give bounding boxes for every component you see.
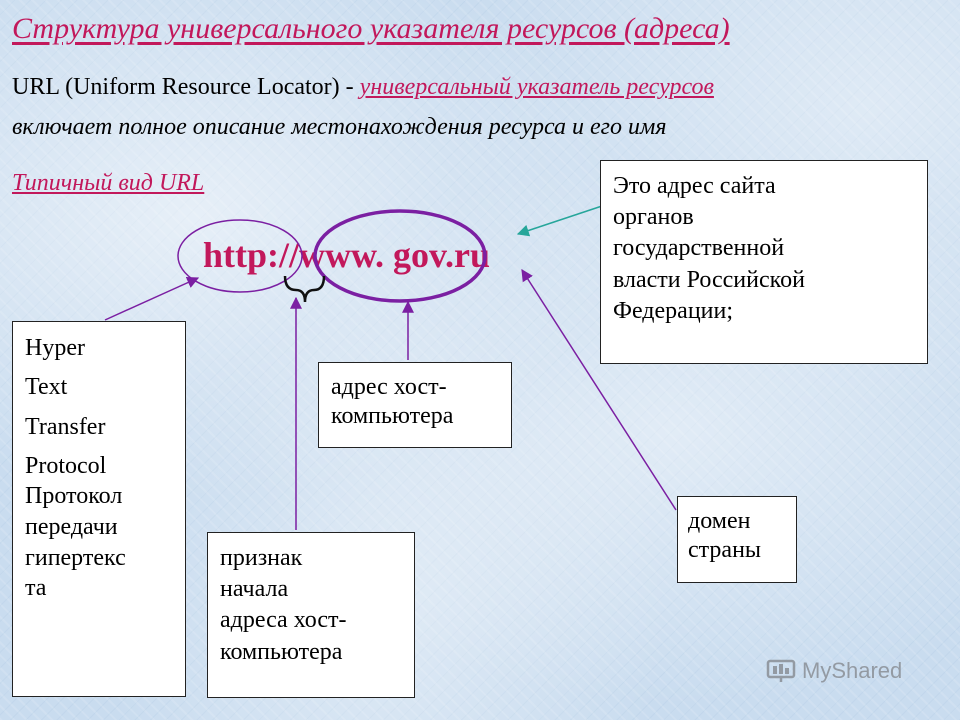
gov-line: государственной xyxy=(613,235,785,262)
letter-hyper xyxy=(25,334,173,363)
typical-url-label: Типичный вид URL xyxy=(12,170,205,196)
arrow-gov xyxy=(518,206,602,234)
letter-h: H xyxy=(25,335,43,361)
gov-line: Это адрес сайта xyxy=(613,173,776,199)
http-ru-line: Протокол xyxy=(25,483,123,510)
gov-line: Федерации; xyxy=(613,297,734,324)
intro-description: включает полное описание местонахождения ресурса и его имя xyxy=(12,114,667,140)
letter-t1: T xyxy=(25,374,38,401)
http-ru-line: та xyxy=(25,575,47,602)
gov-line: органов xyxy=(613,204,694,231)
country-domain-box xyxy=(677,496,797,583)
host-ellipse xyxy=(315,211,485,301)
host-line: адрес хост- xyxy=(331,374,447,400)
word-rotocol: rotocol xyxy=(38,452,107,479)
slide-title: Структура универсального указателя ресурсов (адреса) xyxy=(12,12,730,45)
slashes-brace xyxy=(285,276,324,302)
intro-definition: универсальный указатель ресурсов xyxy=(359,74,714,100)
start-line: адреса хост- xyxy=(220,607,347,634)
gov-site-box xyxy=(600,160,928,364)
domain-line: домен xyxy=(688,508,751,534)
presentation-icon xyxy=(766,658,796,684)
start-line: начала xyxy=(220,576,289,603)
start-line: компьютера xyxy=(220,638,343,665)
url-example: http://www. gov.ru xyxy=(203,235,491,275)
gov-line: власти Российской xyxy=(613,266,805,293)
watermark-text: MyShared xyxy=(802,658,903,683)
http-expansion-box xyxy=(12,321,186,697)
letter-protocol xyxy=(25,452,173,481)
word-yper: yper xyxy=(42,335,85,361)
http-ru-line: передачи xyxy=(25,513,118,540)
host-line: компьютера xyxy=(331,403,454,430)
letter-text xyxy=(25,373,173,402)
letter-p: P xyxy=(25,452,39,479)
arrow-http xyxy=(105,278,198,320)
letter-transfer xyxy=(25,413,173,442)
domain-line: страны xyxy=(688,537,762,564)
letter-t2: T xyxy=(25,413,39,440)
watermark xyxy=(766,658,902,684)
http-russian xyxy=(25,481,173,604)
word-ransfer: ransfer xyxy=(38,413,106,440)
http-ru-line: гипертекс xyxy=(25,544,126,571)
start-line: признак xyxy=(220,545,303,571)
word-ext: ext xyxy=(37,374,68,401)
host-address-box xyxy=(318,362,512,448)
http-ellipse xyxy=(178,220,302,292)
host-start-sign-box xyxy=(207,532,415,698)
intro-prefix: URL (Uniform Resource Locator) - xyxy=(12,74,360,100)
